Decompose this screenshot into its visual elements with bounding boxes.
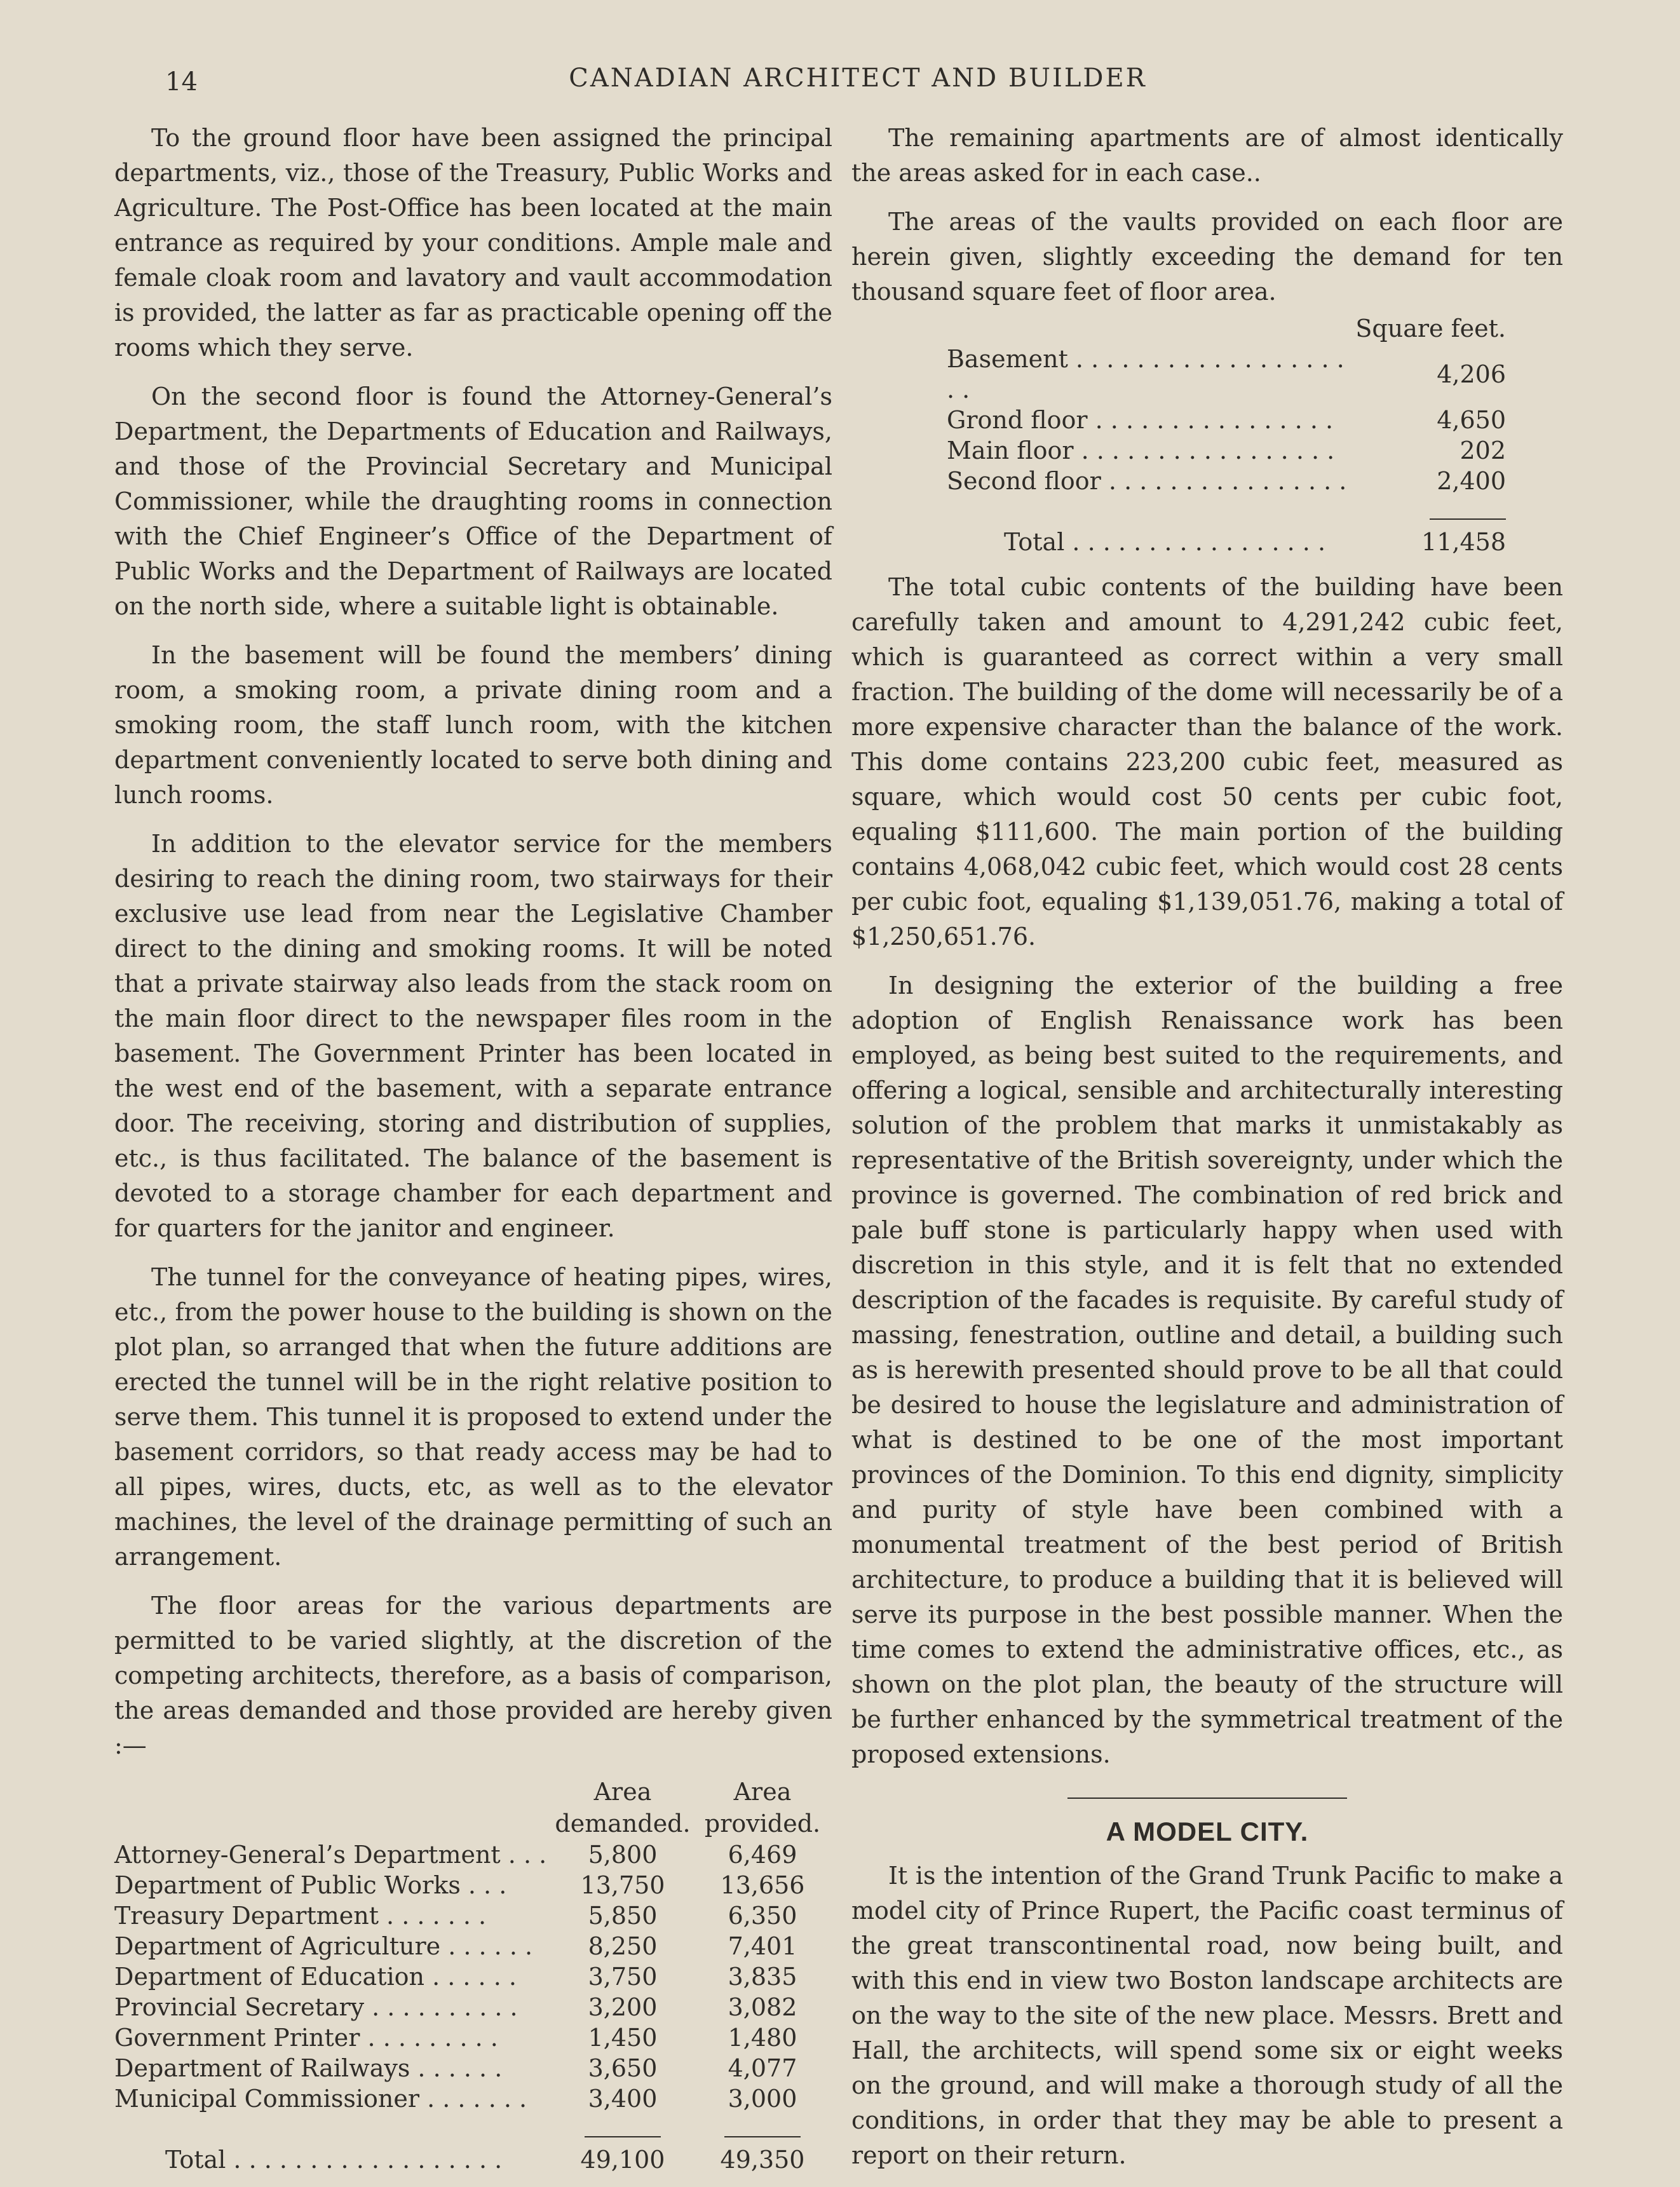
table-total-row <box>947 527 1506 557</box>
area-provided: 7,401 <box>728 1932 797 1960</box>
table-row <box>114 2022 832 2053</box>
running-head <box>146 64 1569 102</box>
area-demanded: 3,200 <box>588 1993 658 2021</box>
table-header-row <box>947 313 1506 344</box>
table-row <box>114 1839 832 1870</box>
floor-name: Grond floor . . . . . . . . . . . . . . . . <box>947 406 1334 434</box>
floor-area: 2,400 <box>1437 467 1506 495</box>
column-header-provided: Area provided. <box>704 1778 821 1838</box>
floor-area: 202 <box>1460 437 1506 464</box>
floor-area: 4,650 <box>1437 406 1506 434</box>
area-provided: 4,077 <box>728 2054 797 2082</box>
table-header-row <box>114 1776 832 1839</box>
paragraph: The total cubic contents of the building have been carefully taken and amount to 4,291,242 cubic feet, which is guaranteed as correct within a very small fraction. The building of the dome will necessarily be of a more expensive character than the balance of the work. This dome contains 223,200 cubic feet, measured as square, which would cost 50 cents per cubic foot, equaling $111,600. The main portion of the building contains 4,068,042 cubic feet, which would cost 28 cents per cubic foot, equaling $1,139,051.76, making a total of $1,250,651.76. <box>851 573 1563 951</box>
area-provided: 13,656 <box>720 1871 805 1899</box>
department-name: Department of Public Works . . . <box>114 1871 507 1899</box>
area-provided: 3,082 <box>728 1993 797 2021</box>
table-row <box>114 1900 832 1931</box>
area-provided: 6,469 <box>728 1841 797 1869</box>
paragraph: In designing the exterior of the building a free adoption of English Renaissance work has been employed, as being best suited to the requirements, and offering a logical, sensible and architecturally interesting solution of the problem that marks it unmistakably as representative of the British sovereignty, under which the province is governed. The combination of red brick and pale buff stone is particularly happy when used with discretion in this style, and it is felt that no extended description of the facades is requisite. By careful study of massing, fenestration, outline and detail, a building such as is herewith presented should prove to be all that could be desired to house the legislature and administration of what is destined to be one of the most important provinces of the Dominion. To this end dignity, simplicity and purity of style have been combined with a monumental treatment of the best period of British architecture, to produce a building that it is believed will serve its purpose in the best possible manner. When the time comes to extend the administrative offices, etc., as shown on the plot plan, the beauty of the structure will be further enhanced by the symmetrical treatment of the proposed extensions. <box>851 972 1563 1768</box>
total-area: 11,458 <box>1421 528 1506 556</box>
column-header-demanded: Area demanded. <box>555 1778 691 1838</box>
table-row <box>114 1931 832 1961</box>
area-demanded: 5,800 <box>588 1841 658 1869</box>
area-demanded: 13,750 <box>580 1871 665 1899</box>
department-name: Treasury Department . . . . . . . <box>114 1902 487 1930</box>
paragraph: In the basement will be found the members’ dining room, a smoking room, a private dining room and a smoking room, the staff lunch room, with the kitchen department conveniently located to serve both dining and lunch rooms. <box>114 641 832 809</box>
right-column <box>851 121 1563 2187</box>
area-demanded: 3,650 <box>588 2054 658 2082</box>
sum-rule-row <box>114 2114 832 2144</box>
paragraph: In addition to the elevator service for the members desiring to reach the dining room, two stairways for their exclusive use lead from near the Legislative Chamber direct to the dining and smoking rooms. It will be noted that a private stairway also leads from the stack room on the main floor direct to the newspaper files room in the basement. The Government Printer has been located in the west end of the basement, with a separate entrance door. The receiving, storing and distribution of supplies, etc., is thus facilitated. The balance of the basement is devoted to a storage chamber for each department and for quarters for the janitor and engineer. <box>114 830 832 1242</box>
sum-rule <box>693 2114 832 2144</box>
total-provided: 49,350 <box>720 2146 805 2174</box>
department-name: Provincial Secretary . . . . . . . . . . <box>114 1993 518 2021</box>
paragraph: The floor areas for the various departments are permitted to be varied slightly, at the discretion of the competing architects, therefore, as a basis of comparison, the areas demanded and those provided are hereby given :— <box>114 1592 832 1759</box>
column-header-square-feet: Square feet. <box>1355 315 1506 342</box>
area-demanded: 3,400 <box>588 2085 658 2113</box>
department-area-table <box>114 1776 832 2175</box>
table-total-row <box>114 2144 832 2175</box>
table-row <box>114 1992 832 2022</box>
page-number: 14 <box>165 67 198 97</box>
journal-title: CANADIAN ARCHITECT AND BUILDER <box>569 64 1147 93</box>
total-label: Total . . . . . . . . . . . . . . . . . . <box>165 2146 503 2174</box>
left-column <box>114 121 832 2175</box>
paragraph: The remaining apartments are of almost identically the areas asked for in each case.. <box>851 124 1563 187</box>
area-demanded: 3,750 <box>588 1963 658 1991</box>
floor-name: Second floor . . . . . . . . . . . . . . . . <box>947 467 1347 495</box>
department-name: Department of Education . . . . . . <box>114 1963 517 1991</box>
table-row <box>114 1961 832 1992</box>
area-demanded: 1,450 <box>588 2024 658 2052</box>
paragraph: On the second floor is found the Attorney-General’s Department, the Departments of Education and Railways, and those of the Provincial Secretary and Municipal Commissioner, while the draughting rooms in connection with the Chief Engineer’s Office of the Department of Public Works and the Department of Railways are located on the north side, where a suitable light is obtainable. <box>114 383 832 620</box>
area-provided: 3,835 <box>728 1963 797 1991</box>
area-demanded: 8,250 <box>588 1932 658 1960</box>
area-provided: 1,480 <box>728 2024 797 2052</box>
table-row <box>947 466 1506 496</box>
table-row <box>947 435 1506 466</box>
paragraph: The tunnel for the conveyance of heating pipes, wires, etc., from the power house to the building is shown on the plot plan, so arranged that when the future additions are erected the tunnel will be in the right relative position to serve them. This tunnel it is proposed to extend under the basement corridors, so that ready access may be had to all pipes, wires, ducts, etc, as well as to the elevator machines, the level of the drainage permitting of such an arrangement. <box>114 1263 832 1571</box>
area-provided: 3,000 <box>728 2085 797 2113</box>
section-divider <box>1067 1798 1347 1799</box>
area-provided: 6,350 <box>728 1902 797 1930</box>
table-row <box>947 344 1506 405</box>
total-label: Total . . . . . . . . . . . . . . . . . <box>1004 528 1326 556</box>
table-row <box>947 405 1506 435</box>
floor-name: Main floor . . . . . . . . . . . . . . . . . <box>947 437 1335 464</box>
table-row <box>114 2083 832 2114</box>
paragraph: The areas of the vaults provided on each floor are herein given, slightly exceeding the demand for ten thousand square feet of floor area. <box>851 208 1563 306</box>
area-demanded: 5,850 <box>588 1902 658 1930</box>
article-heading: A MODEL CITY. <box>1106 1817 1309 1846</box>
department-name: Department of Agriculture . . . . . . <box>114 1932 533 1960</box>
table-row <box>114 2053 832 2083</box>
sum-rule <box>553 2114 693 2144</box>
floor-area: 4,206 <box>1437 360 1506 388</box>
floor-name: Basement . . . . . . . . . . . . . . . . . . . . <box>947 345 1345 403</box>
table-row <box>114 1870 832 1900</box>
sum-rule-row <box>947 496 1506 527</box>
paragraph: To the ground floor have been assigned the principal departments, viz., those of the Treasury, Public Works and Agriculture. The Post-Office has been located at the main entrance as required by your conditions. Ample male and female cloak room and lavatory and vault accommodation is provided, the latter as far as practicable opening off the rooms which they serve. <box>114 124 832 362</box>
total-demanded: 49,100 <box>580 2146 665 2174</box>
sum-rule <box>1355 496 1506 527</box>
department-name: Attorney-General’s Department . . . <box>114 1841 547 1869</box>
department-name: Government Printer . . . . . . . . . <box>114 2024 498 2052</box>
department-name: Department of Railways . . . . . . <box>114 2054 503 2082</box>
article-body: It is the intention of the Grand Trunk Pacific to make a model city of Prince Rupert, the Pacific coast terminus of the great transcontinental road, now being built, and with this end in view two Boston landscape architects are on the way to the site of the new place. Messrs. Brett and Hall, the architects, will spend some six or eight weeks on the ground, and will make a thorough study of all the conditions, in order that they may be able to present a report on their return. <box>851 1862 1563 2169</box>
vault-area-table <box>947 313 1506 557</box>
department-name: Municipal Commissioner . . . . . . . <box>114 2085 527 2113</box>
